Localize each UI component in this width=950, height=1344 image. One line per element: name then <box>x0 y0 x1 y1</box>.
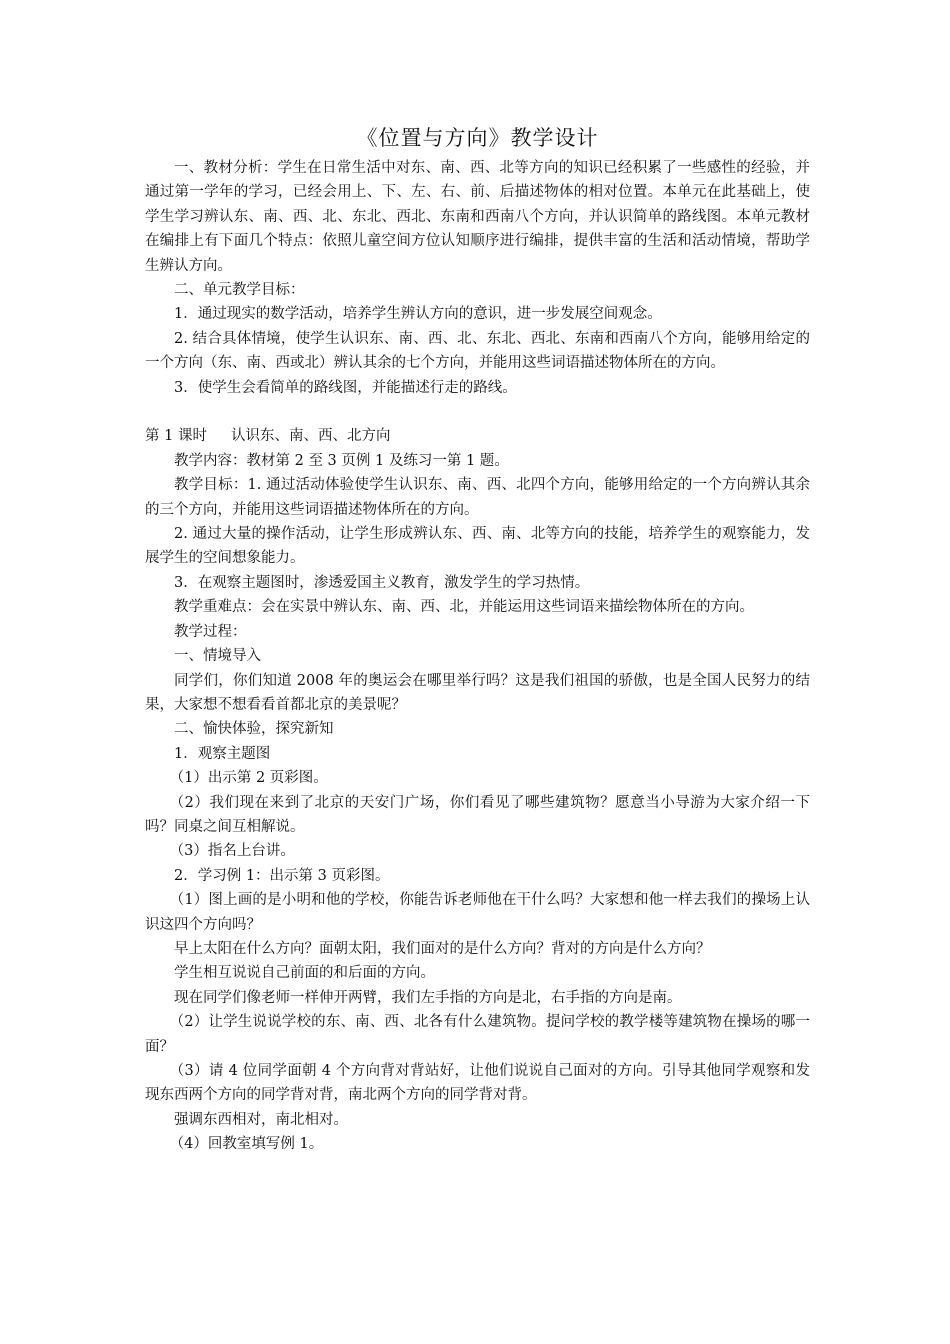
document-title: 《位置与方向》教学设计 <box>356 126 599 150</box>
lesson-paragraph: 学生相互说说自己前面的和后面的方向。 <box>174 965 435 982</box>
intro-paragraph: 二、单元教学目标： <box>174 282 305 299</box>
lesson-paragraph: （1）出示第 2 页彩图。 <box>169 770 328 787</box>
lesson-paragraph: （3）请 4 位同学面朝 4 个方向背对背站好，让他们说说自己面对的方向。引导其他同学观察和发现东西两个方向的同学背对背，南北两个方向的同学背对背。 <box>145 1063 810 1104</box>
lesson-paragraph: 2．学习例 1：出示第 3 页彩图。 <box>174 867 390 884</box>
lesson-paragraph: 教学内容：教材第 2 至 3 页例 1 及练习一第 1 题。 <box>174 452 509 469</box>
lesson-paragraph: 3．在观察主题图时，渗透爱国主义教育，激发学生的学习热情。 <box>174 574 590 591</box>
intro-paragraph: 一、教材分析：学生在日常生活中对东、南、西、北等方向的知识已经积累了一些感性的经验，并通过第一学年的学习，已经会用上、下、左、右、前、后描述物体的相对位置。本单元在此基础上，使学生学习辨认东、南、西、北、东北、西北、东南和西南八个方向，并认识简单的路线图。本单元教材在编排上有下面几个特点：依照儿童空间方位认知顺序进行编排，提供丰富的生活和活动情境，帮助学生辨认方向。 <box>145 160 810 274</box>
lesson-paragraph: 现在同学们像老师一样伸开两臂，我们左手指的方向是北，右手指的方向是南。 <box>174 989 682 1006</box>
lesson-paragraph: 二、愉快体验，探究新知 <box>174 721 334 738</box>
intro-paragraph: 2. 结合具体情境，使学生认识东、南、西、北、东北、西北、东南和西南八个方向，能够用给定的一个方向（东、南、西或北）辨认其余的七个方向，并能用这些词语描述物体所在的方向。 <box>145 330 810 372</box>
lesson-paragraph: 1．观察主题图 <box>174 745 271 762</box>
document-page <box>145 120 810 1157</box>
lesson-paragraph: 2. 通过大量的操作活动，让学生形成辨认东、西、南、北等方向的技能，培养学生的观察能力，发展学生的空间想象能力。 <box>145 526 810 567</box>
lesson-paragraph: （2）我们现在来到了北京的天安门广场，你们看见了哪些建筑物？愿意当小导游为大家介绍一下吗？同桌之间互相解说。 <box>145 794 810 835</box>
lesson-number: 第 1 课时 <box>145 428 207 445</box>
lesson-paragraph: 教学目标：1. 通过活动体验使学生认识东、南、西、北四个方向，能够用给定的一个方向辨认其余的三个方向，并能用这些词语描述物体所在的方向。 <box>145 477 810 518</box>
blank-line <box>145 400 810 424</box>
lesson-paragraph: 教学重难点：会在实景中辨认东、南、西、北，并能运用这些词语来描绘物体所在的方向。 <box>174 599 754 616</box>
lesson-paragraph: 同学们，你们知道 2008 年的奥运会在哪里举行吗？这是我们祖国的骄傲，也是全国人民努力的结果，大家想不想看看首都北京的美景呢？ <box>145 672 810 713</box>
lesson-paragraph: 早上太阳在什么方向？面朝太阳，我们面对的是什么方向？背对的方向是什么方向？ <box>174 940 711 957</box>
lesson-paragraph: 教学过程： <box>174 623 247 640</box>
lesson-paragraph: 强调东西相对，南北相对。 <box>174 1111 348 1128</box>
lesson-name: 认识东、南、西、北方向 <box>230 428 391 445</box>
intro-paragraph: 1．通过现实的数学活动，培养学生辨认方向的意识，进一步发展空间观念。 <box>174 306 662 323</box>
lesson-paragraph: （2）让学生说说学校的东、南、西、北各有什么建筑物。提问学校的教学楼等建筑物在操场的哪一面？ <box>145 1014 810 1055</box>
lesson-paragraph: 一、情境导入 <box>174 648 261 665</box>
lesson-heading <box>145 424 810 448</box>
lesson-paragraph: （1）图上画的是小明和他的学校，你能告诉老师他在干什么吗？大家想和他一样去我们的操场上认识这四个方向吗？ <box>145 892 810 933</box>
lesson-paragraph: （3）指名上台讲。 <box>169 843 295 860</box>
lesson-paragraph: （4）回教室填写例 1。 <box>169 1136 324 1153</box>
intro-paragraph: 3．使学生会看简单的路线图，并能描述行走的路线。 <box>174 379 517 396</box>
